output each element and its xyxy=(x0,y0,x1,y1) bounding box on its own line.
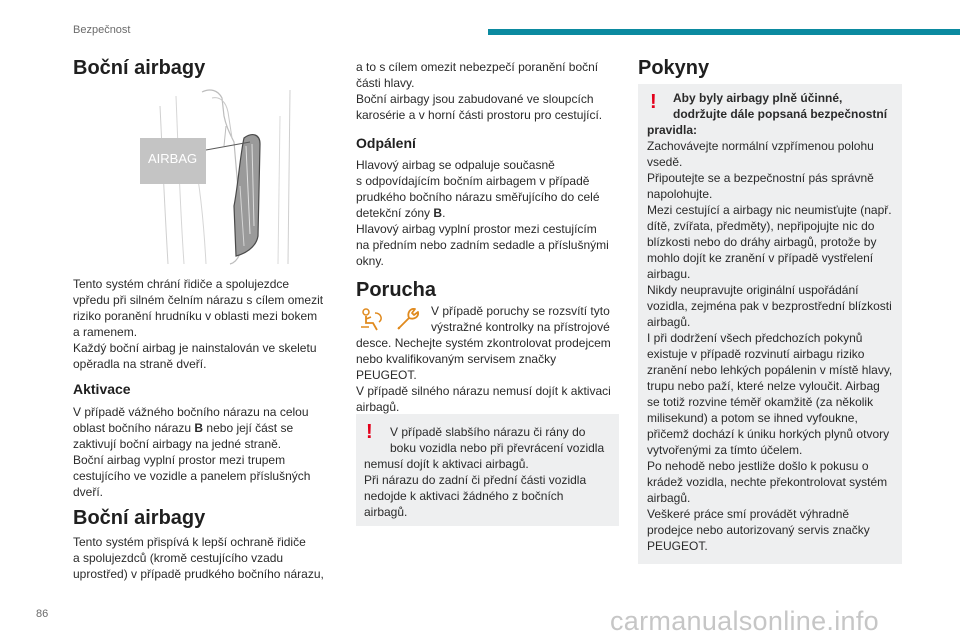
warning-box-porucha xyxy=(356,414,619,526)
warning-exclamation-icon: ! xyxy=(650,91,657,113)
warning-lead-first: Aby byly airbagy plně účinné, dodržujte dále popsaná bezpečnostní xyxy=(673,91,888,121)
continued-paragraph: a to s cílem omezit nebezpečí poranění boční části hlavy. Boční airbagy jsou zabudované ve sloupcích karosérie a v horní části prostoru pro cestující. xyxy=(356,60,603,122)
watermark: carmanualsonline.info xyxy=(610,606,879,636)
section-label: Bezpečnost xyxy=(73,24,131,36)
section-title-porucha: Porucha xyxy=(356,279,437,301)
header-accent-bar xyxy=(488,29,960,35)
service-wrench-lamp-icon xyxy=(392,305,422,333)
warning-lead-rest: pravidla: xyxy=(647,123,698,137)
warning-text: nemusí dojít k aktivaci airbagů. Při nárazu do zadní či přední části vozidla nedojde k aktivaci žádného z bočních airbagů. xyxy=(364,457,587,519)
page-number: 86 xyxy=(36,608,49,620)
porucha-paragraph: desce. Nechejte systém zkontrolovat prodejcem nebo kvalifikovaným servisem značky PEUGEOT. V případě silného nárazu nemusí dojít k aktivaci airbagů. xyxy=(356,336,611,414)
airbag-label: AIRBAG xyxy=(148,151,198,166)
warning-exclamation-icon: ! xyxy=(366,421,373,443)
intro-paragraph: Tento systém chrání řidiče a spolujezdce vpředu při silném čelním nárazu s cílem omezit riziko poranění hrudníku v oblasti mezi bokem a ramenem. Každý boční airbag je nainstalován ve skeletu opěradla na straně dveří. xyxy=(73,277,324,371)
side-airbag-figure xyxy=(140,86,300,266)
heading-aktivace: Aktivace xyxy=(73,381,131,397)
aktivace-paragraph: V případě vážného bočního nárazu na celou oblast bočního nárazu B nebo její část se zaktivují boční airbagy na jedné straně. Boční airbag vyplní prostor mezi trupem cestujícího ve vozidle a panelem příslušných dveří. xyxy=(73,405,311,499)
heading-odpaleni: Odpálení xyxy=(356,135,416,151)
section-title-side-airbags: Boční airbagy xyxy=(73,57,206,79)
porucha-paragraph-first: V případě poruchy se rozsvítí tyto výstražné kontrolky na přístrojové xyxy=(431,304,610,334)
warning-box-pokyny xyxy=(638,84,902,564)
section-title-side-airbags-2: Boční airbagy xyxy=(73,507,206,529)
warning-instructions: Zachovávejte normální vzpřímenou polohu vsedě. Připoutejte se a bezpečnostní pás správně napolohujte. Mezi cestující a airbagy nic neumisťujte (např. dítě, zvířata, předměty), nepřipojujte nic do blízkosti nebo do dráhy airbagů, protože by mohlo dojít ke zranění v případě vystřelení airbagu. Nikdy neupravujte originální uspořádání vozidla, zejména pak v bezprostřední blízkosti airbagů. I při dodržení všech předchozích pokynů existuje v případě rozvinutí airbagu riziko zranění nebo lehkých popálenin v místě hlavy, trupu nebo paží, které nelze vyloučit. Airbag se totiž rozvine téměř okamžitě (za několik milisekund) a potom se ihned vyfoukne, přičemž dochází k úniku horkých plynů otvory vytvořenými za tímto účelem. Po nehodě nebo jestliže došlo k pokusu o krádež vozidla, nechte překontrolovat systém airbagů. Veškeré práce smí provádět výhradně prodejce nebo autorizovaný servis značky PEUGEOT. xyxy=(647,139,893,553)
warning-text-first: V případě slabšího nárazu či rány do boku vozidla nebo při převrácení vozidla xyxy=(390,425,605,455)
airbag-warning-lamp-icon xyxy=(357,305,387,333)
intro2-paragraph: Tento systém přispívá k lepší ochraně řidiče a spolujezdců (kromě cestujícího vzadu uprostřed) v případě prudkého bočního nárazu, xyxy=(73,535,324,581)
odpaleni-paragraph: Hlavový airbag se odpaluje současně s odpovídajícím bočním airbagem v případě prudkého bočního nárazu směřujícího do celé detekční zóny B. Hlavový airbag vyplní prostor mezi cestujícím na předním nebo zadním sedadle a příslušnými okny. xyxy=(356,158,609,268)
section-title-pokyny: Pokyny xyxy=(638,57,710,79)
